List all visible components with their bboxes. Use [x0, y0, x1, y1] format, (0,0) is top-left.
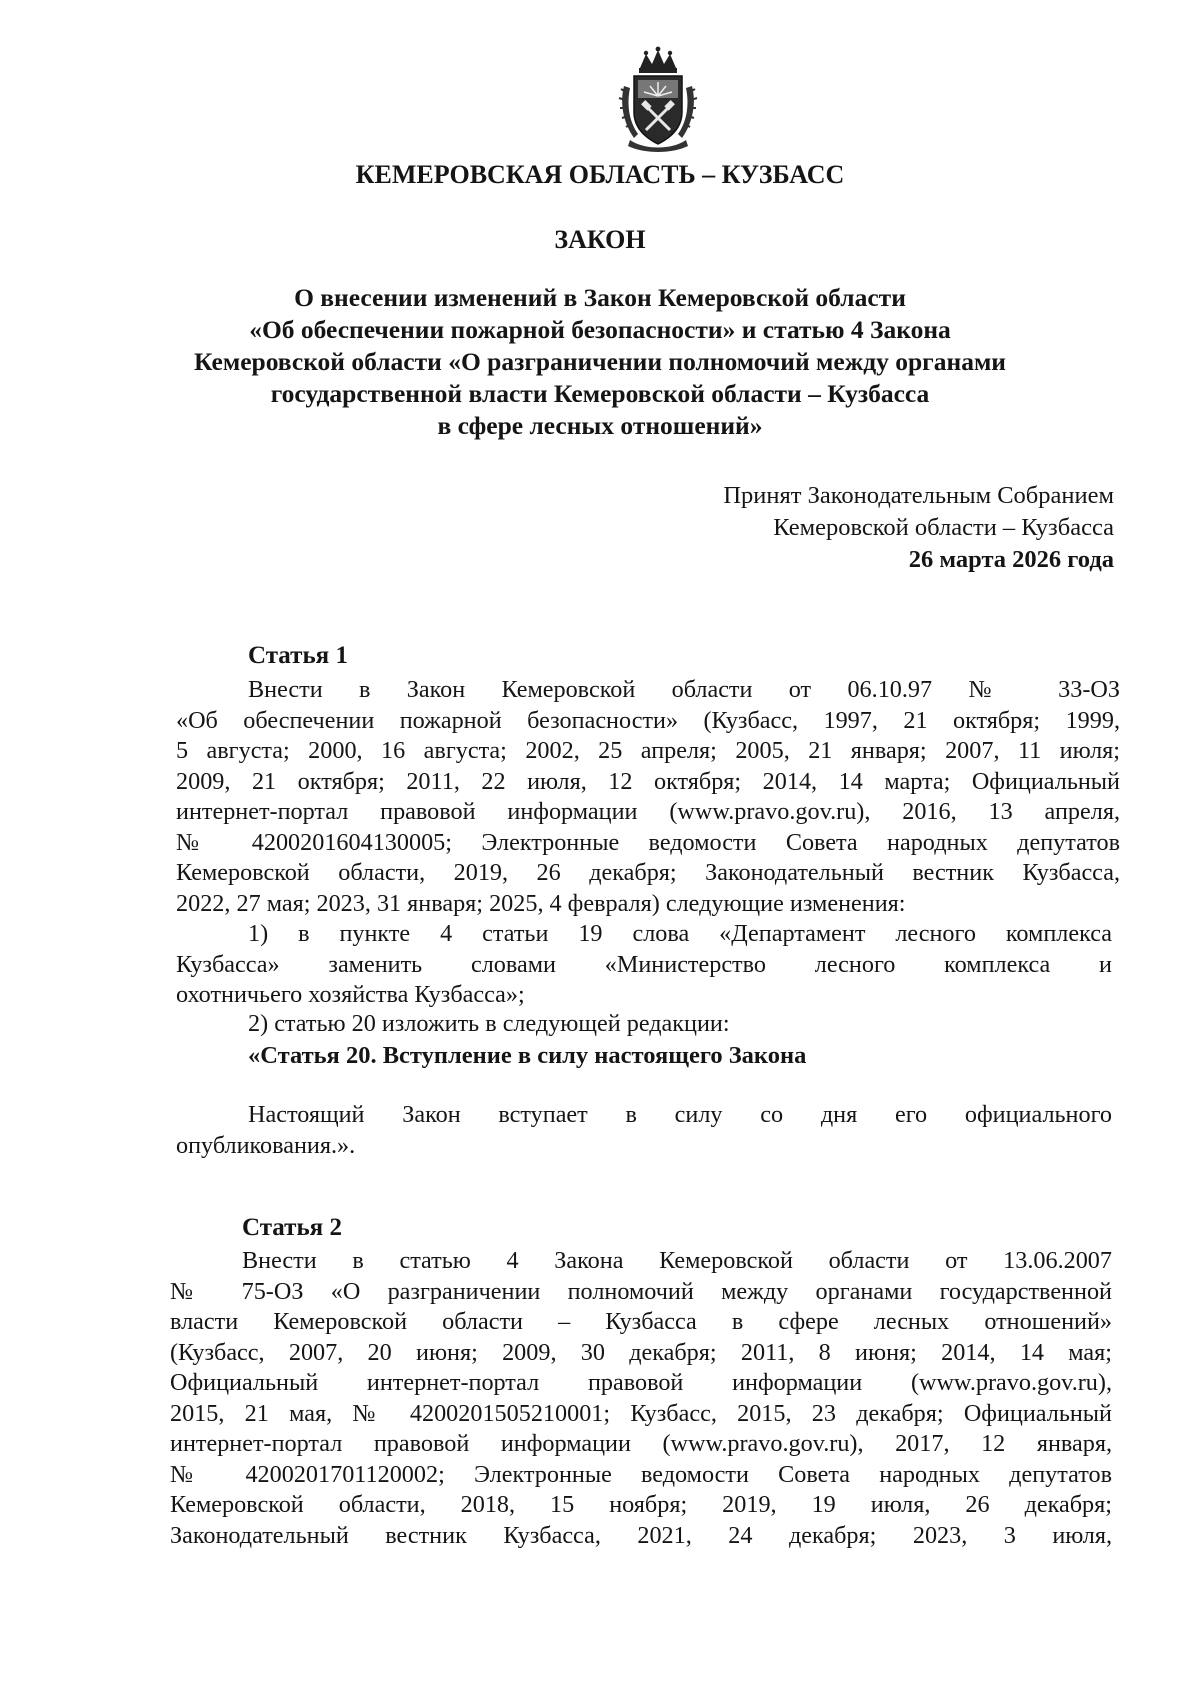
law-title-line: «Об обеспечении пожарной безопасности» и статью 4 Закона: [249, 315, 951, 344]
new-article-heading: «Статья 20. Вступление в силу настоящего Закона: [248, 1042, 807, 1069]
article1-item1: [176, 919, 1112, 1011]
paragraph-line: «Об обеспечении пожарной безопасности» (Кузбасс, 1997, 21 октября; 1999,: [176, 706, 1120, 734]
paragraph-line: Кемеровской области, 2019, 26 декабря; Законодательный вестник Кузбасса,: [176, 859, 1120, 886]
paragraph-line: 5 августа; 2000, 16 августа; 2002, 25 апреля; 2005, 21 января; 2007, 11 июля;: [176, 737, 1120, 764]
law-title-line: в сфере лесных отношений»: [437, 411, 763, 440]
paragraph-line: Настоящий Закон вступает в силу со дня его официального: [248, 1101, 1112, 1128]
paragraph-line: опубликования.».: [176, 1131, 356, 1159]
paragraph-line: интернет-портал правовой информации (www.pravo.gov.ru), 2016, 13 апреля,: [176, 798, 1120, 825]
paragraph-line: Кемеровской области, 2018, 15 ноября; 2019, 19 июля, 26 декабря;: [170, 1491, 1112, 1518]
paragraph-line: Официальный интернет-портал правовой информации (www.pravo.gov.ru),: [170, 1369, 1112, 1396]
article1-item2: 2) статью 20 изложить в следующей редакции:: [248, 1010, 730, 1037]
adoption-date: 26 марта 2026 года: [908, 546, 1114, 573]
document-type: ЗАКОН: [554, 225, 646, 254]
new-article-text: [176, 1100, 1112, 1161]
law-title-line: Кемеровской области «О разграничении полномочий между органами: [193, 347, 1006, 376]
paragraph-line: Кузбасса» заменить словами «Министерство лесного комплекса и: [176, 950, 1112, 978]
paragraph-line: Внести в Закон Кемеровской области от 06.10.97 № 33-ОЗ: [248, 676, 1120, 703]
region-title: КЕМЕРОВСКАЯ ОБЛАСТЬ – КУЗБАСС: [355, 160, 845, 189]
coat-of-arms-icon: [616, 46, 700, 154]
adoption-block: [723, 480, 1114, 576]
paragraph-line: № 4200201604130005; Электронные ведомости Совета народных депутатов: [176, 828, 1120, 856]
paragraph-line: (Кузбасс, 2007, 20 июня; 2009, 30 декабря; 2011, 8 июня; 2014, 14 мая;: [170, 1338, 1112, 1366]
law-title: [150, 282, 1050, 442]
paragraph-line: 1) в пункте 4 статьи 19 слова «Департамент лесного комплекса: [248, 920, 1112, 947]
article2-paragraph: [170, 1246, 1112, 1551]
paragraph-line: 2015, 21 мая, № 4200201505210001; Кузбасс, 2015, 23 декабря; Официальный: [170, 1399, 1112, 1427]
paragraph-line: 2009, 21 октября; 2011, 22 июля, 12 октября; 2014, 14 марта; Официальный: [176, 767, 1120, 795]
article1-heading: Статья 1: [248, 642, 348, 669]
paragraph-line: охотничьего хозяйства Кузбасса»;: [176, 981, 525, 1008]
law-title-line: государственной власти Кемеровской области – Кузбасса: [270, 379, 930, 408]
paragraph-line: № 4200201701120002; Электронные ведомости Совета народных депутатов: [170, 1460, 1112, 1488]
paragraph-line: № 75-ОЗ «О разграничении полномочий между органами государственной: [170, 1277, 1112, 1305]
paragraph-line: Внести в статью 4 Закона Кемеровской области от 13.06.2007: [242, 1247, 1112, 1274]
adoption-line: Принят Законодательным Собранием: [723, 482, 1114, 509]
paragraph-line: власти Кемеровской области – Кузбасса в сфере лесных отношений»: [170, 1308, 1112, 1335]
paragraph-line: 2022, 27 мая; 2023, 31 января; 2025, 4 февраля) следующие изменения:: [176, 889, 906, 917]
article1-paragraph: [176, 675, 1120, 919]
law-title-line: О внесении изменений в Закон Кемеровской области: [294, 283, 906, 312]
adoption-line: Кемеровской области – Кузбасса: [773, 514, 1114, 541]
paragraph-line: Законодательный вестник Кузбасса, 2021, 24 декабря; 2023, 3 июля,: [170, 1521, 1112, 1549]
paragraph-line: интернет-портал правовой информации (www.pravo.gov.ru), 2017, 12 января,: [170, 1430, 1112, 1457]
article2-heading: Статья 2: [242, 1214, 342, 1241]
